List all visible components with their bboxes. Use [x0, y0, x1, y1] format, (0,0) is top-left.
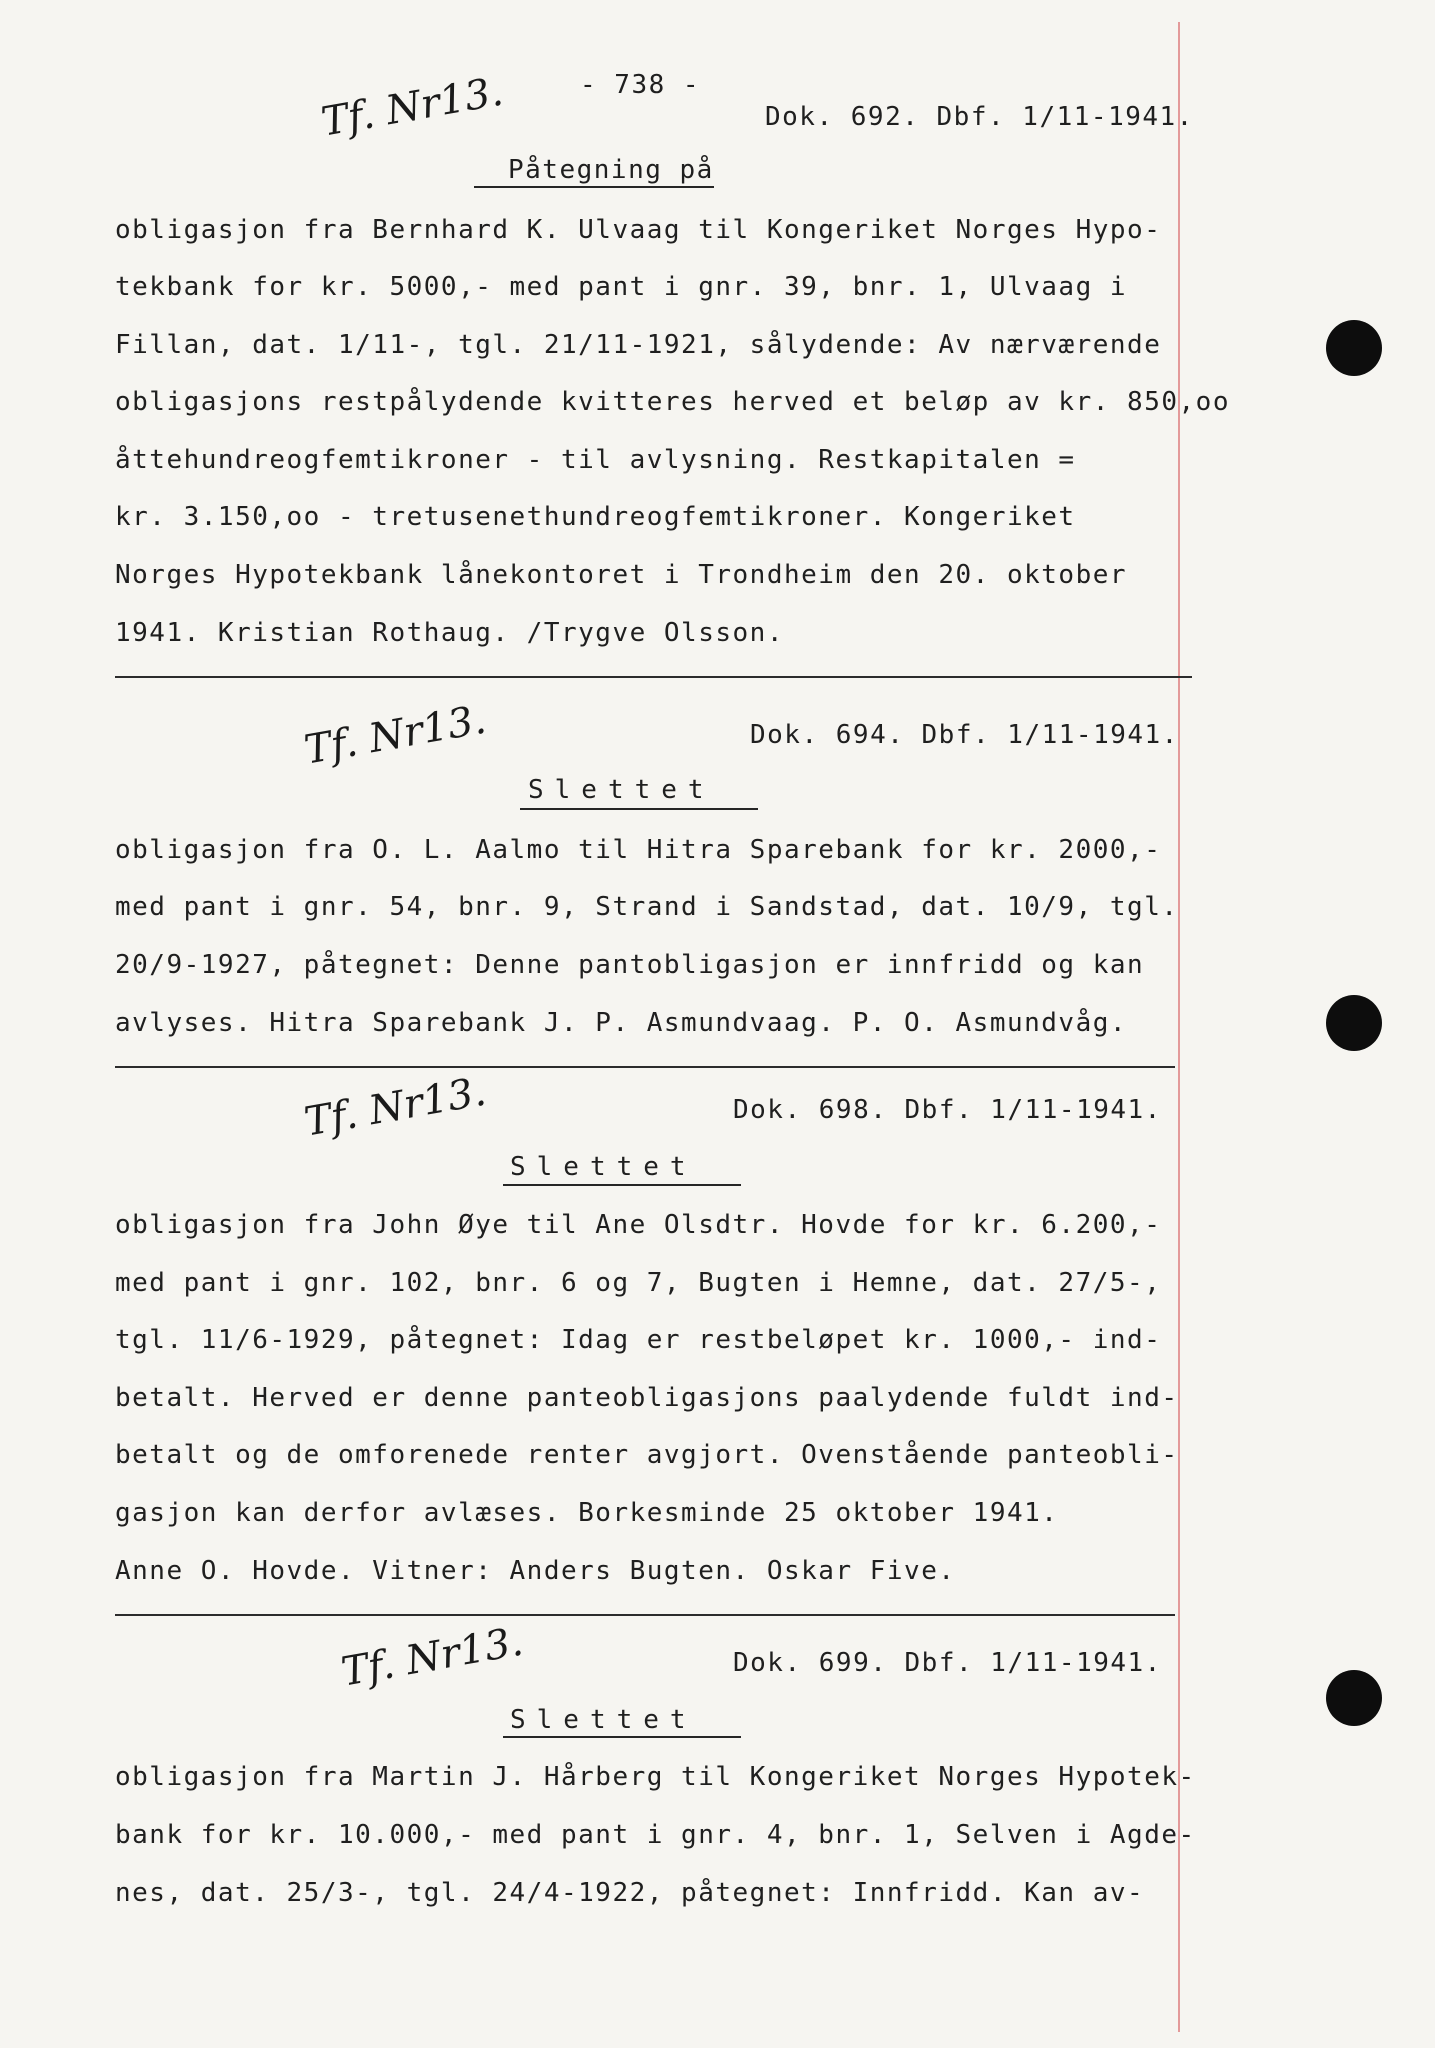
entry-header: Dok. 698. Dbf. 1/11-1941. — [733, 1095, 1162, 1125]
title-underline — [520, 808, 758, 810]
text-line: betalt. Herved er denne panteobligasjons paalydende fuldt ind- — [115, 1383, 1179, 1413]
text-line: Anne O. Hovde. Vitner: Anders Bugten. Oskar Five. — [115, 1556, 956, 1586]
text-line: med pant i gnr. 54, bnr. 9, Strand i Sandstad, dat. 10/9, tgl. — [115, 892, 1179, 922]
entry-title: Slettet — [528, 775, 715, 805]
text-line: 20/9-1927, påtegnet: Denne pantobligasjon er innfridd og kan — [115, 950, 1145, 980]
text-line: avlyses. Hitra Sparebank J. P. Asmundvaag. P. O. Asmundvåg. — [115, 1008, 1128, 1038]
text-line: Norges Hypotekbank lånekontoret i Trondheim den 20. oktober — [115, 560, 1128, 590]
text-line: obligasjon fra Bernhard K. Ulvaag til Kongeriket Norges Hypo- — [115, 215, 1162, 245]
text-line: åttehundreogfemtikroner - til avlysning. Restkapitalen = — [115, 445, 1076, 475]
entry-header: Dok. 694. Dbf. 1/11-1941. — [750, 720, 1179, 750]
text-line: obligasjon fra O. L. Aalmo til Hitra Sparebank for kr. 2000,- — [115, 835, 1162, 865]
entry-title: Påtegning på — [508, 155, 714, 185]
punch-hole — [1326, 320, 1382, 376]
punch-hole — [1326, 1670, 1382, 1726]
text-line: obligasjons restpålydende kvitteres herved et beløp av kr. 850,oo — [115, 387, 1230, 417]
margin-line — [1178, 22, 1180, 2032]
section-divider — [115, 1066, 1175, 1068]
punch-hole — [1326, 995, 1382, 1051]
handwritten-annotation: Tf. Nr13. — [318, 68, 507, 146]
text-line: tgl. 11/6-1929, påtegnet: Idag er restbeløpet kr. 1000,- ind- — [115, 1325, 1162, 1355]
text-line: obligasjon fra John Øye til Ane Olsdtr. Hovde for kr. 6.200,- — [115, 1210, 1162, 1240]
section-divider — [115, 676, 1192, 678]
entry-header: Dok. 692. Dbf. 1/11-1941. — [765, 102, 1194, 132]
text-line: obligasjon fra Martin J. Hårberg til Kongeriket Norges Hypotek- — [115, 1762, 1196, 1792]
text-line: nes, dat. 25/3-, tgl. 24/4-1922, påtegnet: Innfridd. Kan av- — [115, 1878, 1145, 1908]
handwritten-annotation: Tf. Nr13. — [338, 1618, 527, 1696]
entry-title: Slettet — [510, 1705, 697, 1735]
title-underline — [503, 1736, 741, 1738]
title-underline — [474, 186, 714, 188]
entry-header: Dok. 699. Dbf. 1/11-1941. — [733, 1648, 1162, 1678]
text-line: med pant i gnr. 102, bnr. 6 og 7, Bugten i Hemne, dat. 27/5-, — [115, 1268, 1162, 1298]
section-divider — [115, 1614, 1175, 1616]
text-line: tekbank for kr. 5000,- med pant i gnr. 39, bnr. 1, Ulvaag i — [115, 272, 1128, 302]
handwritten-annotation: Tf. Nr13. — [301, 696, 490, 774]
page-number: - 738 - — [580, 70, 701, 100]
title-underline — [503, 1184, 741, 1186]
text-line: betalt og de omforenede renter avgjort. Ovenstående panteobli- — [115, 1440, 1179, 1470]
text-line: bank for kr. 10.000,- med pant i gnr. 4, bnr. 1, Selven i Agde- — [115, 1820, 1196, 1850]
text-line: gasjon kan derfor avlæses. Borkesminde 25 oktober 1941. — [115, 1498, 1059, 1528]
text-line: kr. 3.150,oo - tretusenethundreogfemtikroner. Kongeriket — [115, 502, 1076, 532]
text-line: Fillan, dat. 1/11-, tgl. 21/11-1921, sålydende: Av nærværende — [115, 330, 1162, 360]
text-line: 1941. Kristian Rothaug. /Trygve Olsson. — [115, 618, 784, 648]
entry-title: Slettet — [510, 1152, 697, 1182]
handwritten-annotation: Tf. Nr13. — [301, 1068, 490, 1146]
